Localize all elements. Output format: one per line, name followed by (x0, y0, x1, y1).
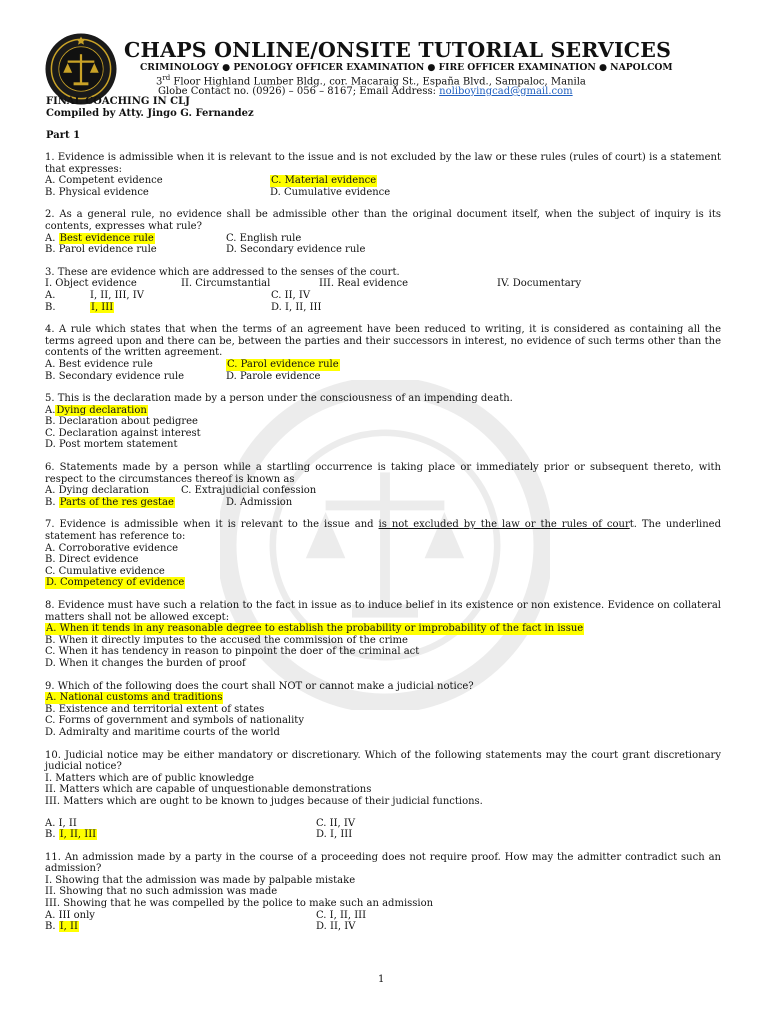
choice-a-wrap (45, 692, 721, 704)
choice-d-wrap (45, 577, 721, 589)
choice-c: C. Extrajudicial confession (181, 485, 317, 497)
choice-b: B. Secondary evidence rule (45, 370, 185, 382)
choice-a: A. Best evidence rule (45, 358, 153, 370)
question-10 (45, 750, 721, 841)
question-stem: 1. Evidence is admissible when it is relevant to the issue and is not excluded by the law or these rules (rules of court) is a statement that expresses: (45, 152, 721, 175)
choice-row (45, 187, 721, 199)
choice-a-label: A. (45, 404, 56, 416)
choice-row (45, 175, 721, 187)
contact-line (158, 86, 573, 97)
question-1 (45, 152, 721, 198)
question-stem: 6. Statements made by a person while a startling occurrence is taking place or immediately prior or subsequent thereto, with respect to the circumstances thereof is known as (45, 462, 721, 485)
choice-c: C. II, IV (271, 289, 311, 301)
choice-b: B. Existence and territorial extent of states (45, 703, 265, 715)
choice-a: A. Corroborative evidence (45, 542, 179, 554)
choice-b-label: B. (45, 829, 59, 841)
item-i: I. Matters which are of public knowledge (45, 772, 255, 784)
question-3 (45, 267, 721, 313)
choice-d: D. Cumulative evidence (270, 186, 391, 198)
item-ii: II. Circumstantial (181, 278, 271, 290)
choice-d: D. Secondary evidence rule (226, 244, 366, 256)
item-iii: III. Matters which are ought to be known to judges because of their judicial functions. (45, 795, 483, 807)
email-link[interactable]: noliboyingcad@gmail.com (439, 86, 573, 97)
choice-c: C. I, II, III (316, 909, 367, 921)
choice-b: B. Direct evidence (45, 554, 139, 566)
item-iii: III. Real evidence (319, 278, 409, 290)
item-ii: II. Showing that no such admission was made (45, 886, 278, 898)
question-7 (45, 519, 721, 589)
question-stem: 10. Judicial notice may be either mandatory or discretionary. Which of the following statements may the court grant discretionary judicial notice? (45, 749, 721, 773)
question-stem: 3. These are evidence which are addressed to the senses of the court. (45, 266, 400, 278)
questions (45, 152, 721, 944)
question-4 (45, 324, 721, 382)
question-stem: 8. Evidence must have such a relation to the fact in issue as to induce belief in its existence or non existence. Evidence on collateral matters shall not be allowed except: (45, 600, 721, 623)
choice-a-row (45, 405, 721, 417)
question-2 (45, 209, 721, 255)
choice-a-label: A. (45, 232, 59, 244)
choice-d: D. When it changes the burden of proof (45, 657, 246, 669)
choice-b: B. Declaration about pedigree (45, 416, 198, 428)
item-iv: IV. Documentary (497, 278, 582, 290)
contact-text: Globe Contact no. (0926) – 056 – 8167; Email Address: (158, 86, 440, 97)
address-ordinal: 3 (156, 76, 163, 88)
choice-a-wrap (45, 623, 721, 635)
choice-row (45, 371, 721, 383)
choice-row (45, 921, 721, 933)
choice-b-wrap (45, 497, 226, 509)
question-6 (45, 462, 721, 508)
choice-b-label: B. (45, 301, 56, 313)
choice-c: C. When it has tendency in reason to pinpoint the doer of the criminal act (45, 646, 420, 658)
address-text: Floor Highland Lumber Bldg., cor. Macaraig St., España Blvd., Sampaloc, Manila (170, 76, 586, 88)
choice-a: A. Competent evidence (45, 175, 163, 187)
question-stem: 11. An admission made by a party in the course of a proceeding does not require proof. How may the admitter contradict such an admission? (45, 851, 721, 875)
choice-d: D. Admiralty and maritime courts of the world (45, 726, 280, 738)
choice-d: D. Parole evidence (226, 370, 321, 382)
part-heading: Part 1 (46, 130, 81, 141)
choice-a: A. III only (45, 909, 95, 921)
choice-d-answer: D. Competency of evidence (46, 577, 185, 589)
choice-c-answer: C. Material evidence (271, 175, 377, 187)
scales-of-justice-seal-icon (44, 32, 118, 106)
item-ii: II. Matters which are capable of unquestionable demonstrations (45, 784, 372, 796)
choice-c: C. II, IV (316, 817, 356, 829)
choice-b-answer: I, II (59, 921, 78, 933)
choice-b-wrap (45, 921, 316, 933)
question-8 (45, 600, 721, 670)
choice-a-wrap (45, 233, 226, 245)
spacer (45, 808, 721, 818)
stem-part: 7. Evidence is admissible when it is relevant to the issue and (45, 519, 379, 531)
choice-b-answer: I, III (91, 301, 114, 313)
stem-underlined: is not excluded by the law or the rules of cour (378, 519, 630, 531)
choice-a-answer: A. When it tends in any reasonable degree to establish the probability or improbability of the fact in issue (46, 623, 584, 635)
exam-list: CRIMINOLOGY ● PENOLOGY OFFICER EXAMINATION ● FIRE OFFICER EXAMINATION ● NAPOLCOM (140, 62, 673, 73)
choice-b: B. When it directly imputes to the accused the commission of the crime (45, 634, 408, 646)
choice-row (45, 485, 721, 497)
choice-a-answer: Best evidence rule (59, 232, 154, 244)
question-stem: 2. As a general rule, no evidence shall be admissible other than the original document itself, when the subject of inquiry is its contents, expresses what rule? (45, 209, 721, 232)
choice-a-answer: Dying declaration (56, 404, 147, 416)
question-stem (45, 519, 721, 542)
choice-c-answer: C. Parol evidence rule (227, 358, 339, 370)
choice-row (45, 302, 721, 314)
choice-row (45, 829, 721, 841)
choice-b-answer: I, II, III (59, 829, 97, 841)
choice-c: C. Forms of government and symbols of nationality (45, 715, 304, 727)
choice-c: C. English rule (226, 232, 302, 244)
choice-row (45, 359, 721, 371)
choice-a: I, II, III, IV (90, 289, 144, 301)
choice-d: D. Post mortem statement (45, 439, 178, 451)
choice-b-label: B. (45, 921, 59, 933)
question-11 (45, 852, 721, 933)
choice-b: B. Parol evidence rule (45, 244, 157, 256)
choice-row (45, 910, 721, 922)
question-5 (45, 393, 721, 451)
address-ordinal-suffix: rd (162, 74, 171, 82)
choice-c: C. Declaration against interest (45, 427, 201, 439)
choice-row (45, 290, 721, 302)
choice-d: D. I, II, III (271, 301, 322, 313)
choice-b-wrap (45, 829, 316, 841)
choice-a: A. Dying declaration (45, 485, 149, 497)
page-number: 1 (378, 974, 385, 985)
choice-row (45, 497, 721, 509)
choice-b-answer: Parts of the res gestae (59, 496, 174, 508)
choice-a-label: A. (45, 289, 56, 301)
choice-d: D. I, III (316, 829, 353, 841)
question-stem: 9. Which of the following does the court shall NOT or cannot make a judicial notice? (45, 680, 474, 692)
stem-part: t. The underlined statement has reference to: (45, 519, 721, 543)
item-i: I. Showing that the admission was made by palpable mistake (45, 874, 356, 886)
choice-row (45, 233, 721, 245)
choice-b-wrap (90, 302, 271, 314)
org-title: CHAPS ONLINE/ONSITE TUTORIAL SERVICES (124, 38, 672, 62)
choice-row (45, 244, 721, 256)
choice-a: A. I, II (45, 817, 77, 829)
choice-d: D. II, IV (316, 921, 356, 933)
compiled-by: Compiled by Atty. Jingo G. Fernandez (46, 108, 254, 119)
items-row (45, 278, 721, 290)
choice-d: D. Admission (226, 496, 293, 508)
choice-c: C. Cumulative evidence (45, 565, 165, 577)
item-iii: III. Showing that he was compelled by the police to make such an admission (45, 898, 434, 910)
question-stem: 5. This is the declaration made by a person under the consciousness of an impending death. (45, 393, 513, 405)
question-stem: 4. A rule which states that when the terms of an agreement have been reduced to writing, it is considered as containing all the terms agreed upon and there can be, between the parties and their successors in interest, no evidence of such terms other than the contents of the written agreement. (45, 324, 721, 359)
item-i: I. Object evidence (45, 278, 137, 290)
question-9 (45, 681, 721, 739)
choice-b: B. Physical evidence (45, 186, 149, 198)
choice-b-label: B. (45, 496, 59, 508)
choice-row (45, 818, 721, 830)
doc-title: FINAL COACHING IN CLJ (46, 96, 190, 107)
choice-a-answer: A. National customs and traditions (46, 692, 223, 704)
